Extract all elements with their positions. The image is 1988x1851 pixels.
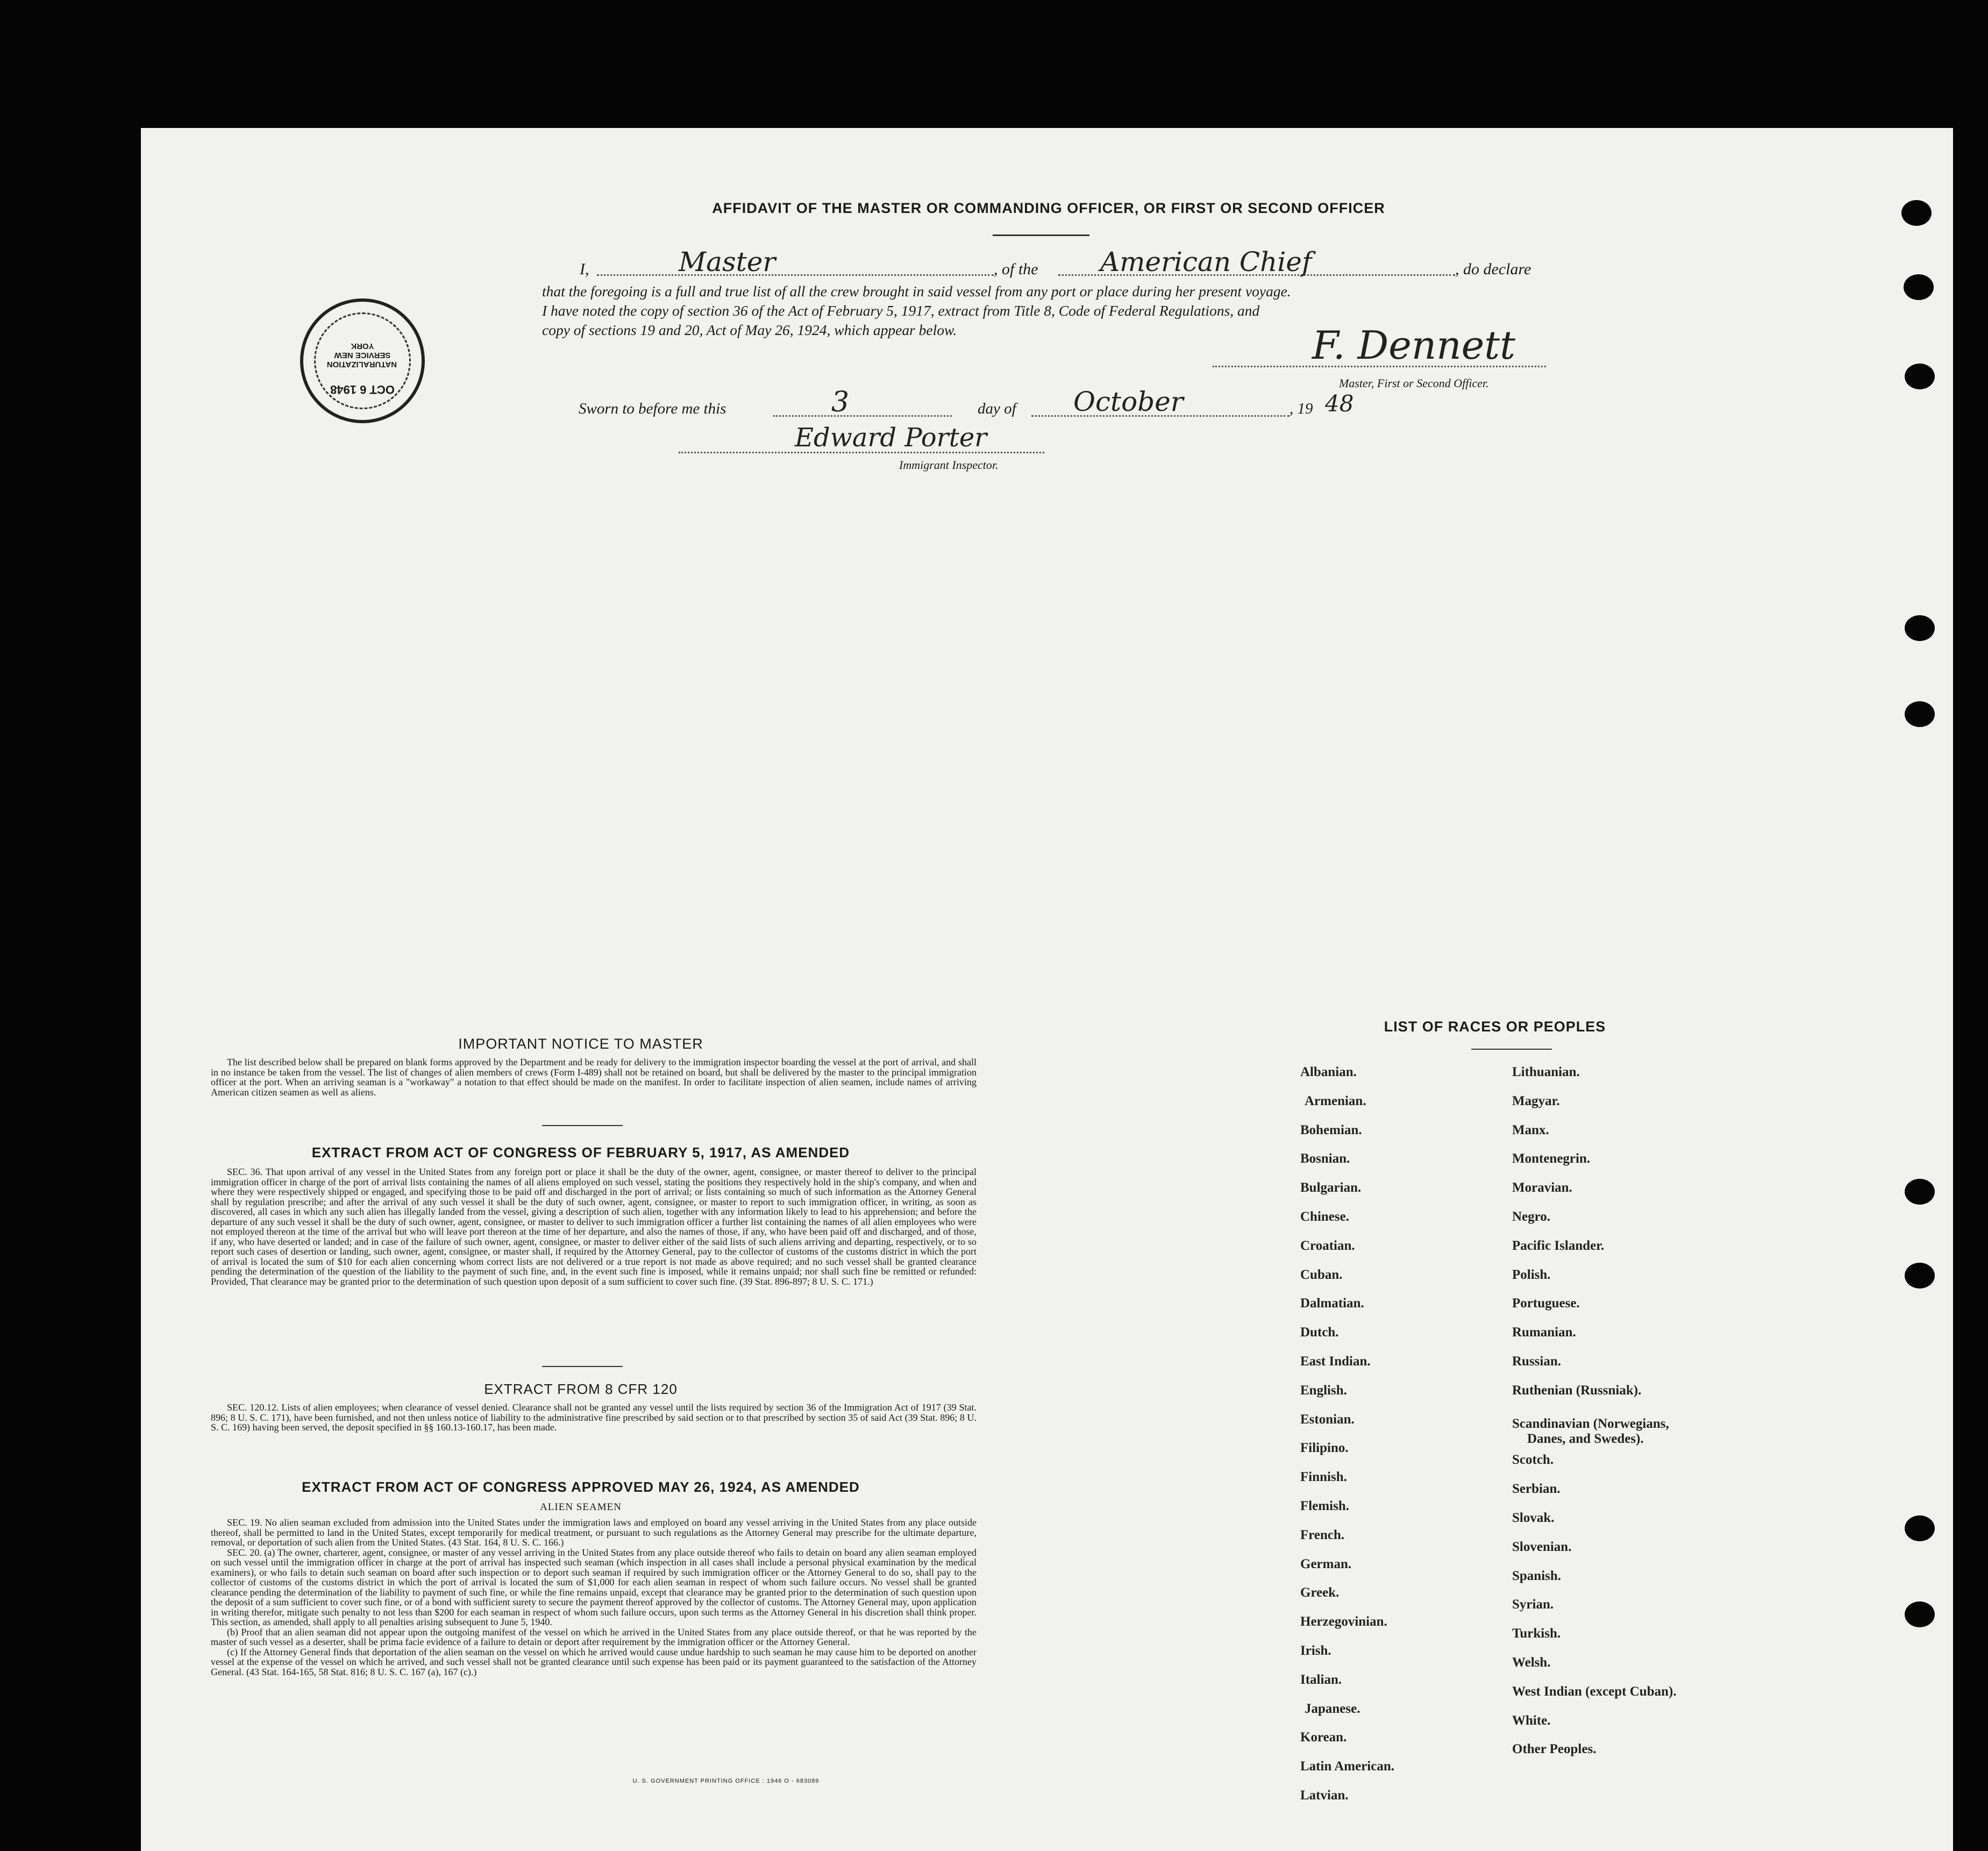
name-line [597, 274, 994, 276]
punch-hole [1905, 1515, 1935, 1541]
sec-19-paragraph: SEC. 19. No alien seaman excluded from admission into the United States under the immigration laws and employed on board any vessel arriving in the United States from any place outside thereof, shall be permitted to land in the United States, except temporarily for medical treatment, or pursuant to such regulations as the Attorney General may prescribe for the ultimate departure, removal, or deportation of such alien from the United States. (43 Stat. 164, 8 U. S. C. 166.) [211, 1517, 977, 1548]
race-item: Scotch. [1512, 1453, 1554, 1468]
printer-imprint: U. S. GOVERNMENT PRINTING OFFICE : 1946 O - 683089 [632, 1778, 820, 1784]
stamp-date: OCT 6 1948 [330, 383, 395, 396]
naturalization-stamp [300, 298, 425, 423]
master-signature: F. Dennett [1312, 323, 1516, 368]
race-item: Danes, and Swedes). [1527, 1431, 1644, 1446]
race-item: Herzegovinian. [1300, 1614, 1387, 1629]
race-item: Syrian. [1512, 1597, 1554, 1612]
race-item: Negro. [1512, 1209, 1551, 1224]
punch-hole [1901, 200, 1932, 226]
notice-paragraph: The list described below shall be prepared on blank forms approved by the Department and be ready for delivery to the immigration inspector boarding the vessel at the port of arrival, and shall in no instance be taken from the vessel. The list of changes of alien members of crews (Form I-489) shall not be retained on board, but shall be delivered by the master to the principal immigration officer at the port. When an arriving seaman is a "workaway" a notation to that effect should be made on the manifest. In order to facilitate inspection of alien seamen, include names of arriving American citizen seamen as well as aliens. [211, 1057, 977, 1098]
affidavit-line1 [538, 246, 1559, 284]
punch-hole [1905, 1601, 1935, 1627]
affidavit-body-4: copy of sections 19 and 20, Act of May 26, 1924, which appear below. [542, 322, 957, 338]
race-item: Chinese. [1300, 1209, 1349, 1224]
divider [542, 1366, 623, 1367]
label-do-declare: , do declare [1455, 260, 1531, 278]
race-item: French. [1300, 1527, 1345, 1542]
divider [542, 1125, 623, 1126]
race-item: White. [1512, 1713, 1551, 1728]
race-item: Finnish. [1300, 1470, 1347, 1485]
race-item: Dutch. [1300, 1325, 1339, 1340]
race-item: Serbian. [1512, 1482, 1561, 1497]
notice-title: IMPORTANT NOTICE TO MASTER [458, 1036, 703, 1052]
race-item: Estonian. [1300, 1412, 1355, 1427]
race-item: Japanese. [1305, 1701, 1360, 1716]
race-item: Manx. [1512, 1122, 1549, 1137]
race-item: Slovak. [1512, 1511, 1555, 1525]
punch-hole [1905, 1263, 1935, 1288]
punch-hole [1904, 274, 1934, 300]
punch-hole [1905, 364, 1935, 389]
race-item: Ruthenian (Russniak). [1512, 1383, 1642, 1398]
race-item: Turkish. [1512, 1626, 1561, 1641]
day-line [773, 415, 952, 417]
extract-1917-title: EXTRACT FROM ACT OF CONGRESS OF FEBRUARY 5, 1917, AS AMENDED [311, 1144, 850, 1161]
race-item: Bohemian. [1300, 1122, 1362, 1137]
extract-1924-title: EXTRACT FROM ACT OF CONGRESS APPROVED MAY 26, 1924, AS AMENDED [302, 1479, 860, 1495]
race-item: English. [1300, 1383, 1347, 1398]
handwritten-master: Master [679, 246, 776, 277]
race-item: Lithuanian. [1512, 1065, 1580, 1079]
punch-hole [1905, 1179, 1935, 1205]
race-item: Italian. [1300, 1672, 1342, 1687]
race-item: Dalmatian. [1300, 1296, 1364, 1311]
inspector-caption: Immigrant Inspector. [899, 458, 999, 472]
race-item: Flemish. [1300, 1499, 1349, 1513]
race-item: Filipino. [1300, 1441, 1349, 1456]
stamp-agency: NATURALIZATION SERVICE NEW YORK [326, 341, 397, 369]
title-divider [993, 234, 1089, 236]
notice-body [211, 1057, 977, 1097]
race-item: East Indian. [1300, 1354, 1371, 1369]
handwritten-vessel: American Chief [1100, 246, 1312, 277]
race-item: Other Peoples. [1512, 1742, 1597, 1757]
master-signature-caption: Master, First or Second Officer. [1339, 376, 1489, 390]
race-item: Welsh. [1512, 1655, 1551, 1670]
affidavit-body-3: I have noted the copy of section 36 of the Act of February 5, 1917, extract from Title 8, Code of Federal Regulations, and [542, 302, 1260, 319]
punch-hole [1905, 701, 1935, 727]
races-title: LIST OF RACES OR PEOPLES [1384, 1019, 1606, 1035]
inspector-signature: Edward Porter [795, 423, 987, 453]
sec-36-paragraph: SEC. 36. That upon arrival of any vessel in the United States from any foreign port or place it shall be the duty of the owner, agent, consignee, or master thereof to deliver to the principal immigration officer in charge of the port of arrival lists containing the names of all aliens employed on such vessel, stating the positions they respectively hold in the ship's company, and when and where they were respectively shipped or engaged, and specifying those to be paid off and discharged in the port of arrival; or lists containing so much of such information as the Attorney General shall by regulation prescribe; and after the arrival of any such vessel it shall be the duty of such owner, agent, consignee, or master to report to such immigration officer, in writing, as soon as discovered, all cases in which any such alien has illegally landed from the vessel, giving a description of such alien, together with any information likely to lead to his apprehension; and before the departure of any such vessel it shall be the duty of such owner, agent, consignee, or master to deliver to such immigration officer a further list containing the names of all alien employees who were not employed thereon at the time of the arrival but who will leave port thereon at the time of her departure, and also the names of those, if any, who have been paid off and discharged, and of those, if any, who have deserted or landed; and in case of the failure of such owner, agent, consignee, or master to deliver either of the said lists of such aliens arriving and departing, respectively, or to so report such cases of desertion or landing, such owner, agent, consignee, or master shall, if required by the Attorney General, pay to the collector of customs of the customs district in which the port of arrival is located the sum of $10 for each alien concerning whom correct lists are not delivered or a true report is not made as above required; and no such vessel shall be granted clearance pending the determination of the question of the liability to the payment of such fine, and, in the event such fine is imposed, while it remains unpaid; nor shall such fine be remitted or refunded: Provided, That clearance may be granted prior to the determination of such question upon deposit of a sum sufficient to cover such fine. (39 Stat. 896-897; 8 U. S. C. 171.) [211, 1166, 977, 1287]
race-item: Polish. [1512, 1267, 1551, 1282]
race-item: Pacific Islander. [1512, 1238, 1605, 1253]
label-day-of: day of [978, 400, 1016, 417]
race-item: Rumanian. [1512, 1325, 1576, 1340]
affidavit-body-2: that the foregoing is a full and true list of all the crew brought in said vessel from any port or place during her present voyage. [542, 283, 1291, 300]
alien-seamen-subtitle: ALIEN SEAMEN [540, 1501, 622, 1513]
races-divider [1471, 1049, 1552, 1050]
handwritten-month: October [1073, 386, 1184, 417]
label-of-the: , of the [994, 260, 1038, 278]
sec-120-paragraph: SEC. 120.12. Lists of alien employees; when clearance of vessel denied. Clearance shall not be granted any vessel until the lists required by section 36 of the Immigration Act of 1917 (39 Stat. 896; 8 U. S. C. 171), have been furnished, and not then unless notice of liability to the administrative fine prescribed by said section or to that prescribed by section 35 of said Act (39 Stat. 896; 8 U. S. C. 169) having been served, the deposit specified in §§ 160.13-160.17, has been made. [211, 1402, 977, 1433]
sec-20a-paragraph: SEC. 20. (a) The owner, charterer, agent, consignee, or master of any vessel arriving in the United States from any place outside thereof who fails to detain on board any alien seaman employed on such vessel until the immigration officer in charge at the port of arrival has inspected such seaman (which inspection in all cases shall include a personal physical examination by the medical examiners), or who fails to detain such seaman on board after such inspection or to deport such seaman if required by such immigration officer or the Attorney General to do so, shall pay to the collector of customs of the customs district in which the port of arrival is located the sum of $1,000 for each alien seaman in respect of whom such failure occurs. No vessel shall be granted clearance pending the determination of the liability to payment of such fine, or while the fine remains unpaid, except that clearance may be granted prior to the determination of such question upon the deposit of a sum sufficient to cover such fine, or of a bond with sufficient surety to secure the payment thereof approved by the collector of customs. The Attorney General may, upon application in writing therefor, mitigate such penalty to not less than $200 for each seaman in respect of whom such failure occurs, upon such terms as the Attorney General in his discretion shall think proper. This section, as amended, shall apply to all penalties arising subsequent to June 5, 1940. [211, 1547, 977, 1627]
race-item: Cuban. [1300, 1267, 1343, 1282]
extract-1917-body [211, 1167, 977, 1286]
race-item: Croatian. [1300, 1238, 1355, 1253]
label-year: , 19 [1289, 400, 1313, 417]
punch-hole [1905, 615, 1935, 641]
race-item: Latvian. [1300, 1788, 1349, 1803]
affidavit-title: AFFIDAVIT OF THE MASTER OR COMMANDING OFFICER, OR FIRST OR SECOND OFFICER [712, 200, 1385, 216]
race-item: Spanish. [1512, 1568, 1562, 1583]
extract-cfr-body [211, 1403, 977, 1433]
race-item: Montenegrin. [1512, 1151, 1591, 1166]
race-item: Korean. [1300, 1730, 1347, 1745]
sec-20c-paragraph: (c) If the Attorney General finds that deportation of the alien seaman on the vessel on which he arrived would cause undue hardship to such seaman he may cause him to be deported on another vessel at the expense of the vessel on which he arrived, and such vessel shall not be granted clearance until such expense has been paid or its payment guaranteed to the satisfaction of the Attorney General. (43 Stat. 164-165, 58 Stat. 816; 8 U. S. C. 167 (a), 167 (c).) [211, 1646, 977, 1677]
race-item: Moravian. [1512, 1180, 1572, 1195]
sec-20b-paragraph: (b) Proof that an alien seaman did not appear upon the outgoing manifest of the vessel on which he arrived in the United States from any place outside thereof, or that he was reported by the master of such vessel as a deserter, shall be prima facie evidence of a failure to detain or deport after requirement by the immigration officer or the Attorney General. [211, 1626, 977, 1647]
race-item: Portuguese. [1512, 1296, 1580, 1311]
sworn-prefix: Sworn to before me this [579, 400, 726, 417]
race-item: Latin American. [1300, 1759, 1394, 1774]
race-item: German. [1300, 1556, 1352, 1571]
race-item: Armenian. [1305, 1093, 1366, 1108]
extract-cfr-title: EXTRACT FROM 8 CFR 120 [484, 1381, 678, 1397]
handwritten-year: 48 [1325, 390, 1354, 417]
label-i: I, [580, 260, 589, 278]
race-item: Russian. [1512, 1354, 1562, 1369]
race-item: Bulgarian. [1300, 1180, 1362, 1195]
race-item: Magyar. [1512, 1093, 1560, 1108]
race-item: Irish. [1300, 1643, 1331, 1658]
race-item: West Indian (except Cuban). [1512, 1684, 1677, 1699]
race-item: Slovenian. [1512, 1539, 1572, 1554]
race-item: Scandinavian (Norwegians, [1512, 1416, 1669, 1431]
race-item: Greek. [1300, 1585, 1339, 1600]
race-item: Albanian. [1300, 1065, 1357, 1079]
handwritten-day: 3 [831, 386, 850, 418]
extract-1924-body [211, 1518, 977, 1677]
sworn-line [579, 386, 1385, 425]
race-item: Bosnian. [1300, 1151, 1350, 1166]
